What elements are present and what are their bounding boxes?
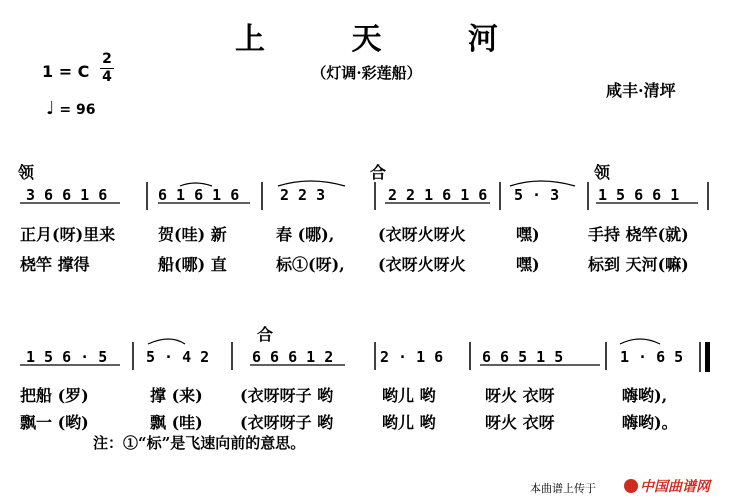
lyric-text: (衣呀火呀火 xyxy=(378,255,466,274)
measure-notes: 2 2 1 6 1 6 xyxy=(388,186,488,204)
lyric-text: 嗨哟), xyxy=(622,386,668,405)
lyric-text: 嘿) xyxy=(516,255,540,274)
measure-notes: 1 · 6 5 xyxy=(620,348,684,366)
chorus-mark: 合 xyxy=(257,325,274,344)
lyric-text: 手持 桡竿(就) xyxy=(588,225,689,244)
lyric-text: 船(哪) 直 xyxy=(158,255,227,274)
lyric-text: 哟儿 哟 xyxy=(382,413,436,432)
measure-notes: 2 2 3 xyxy=(280,186,326,204)
upload-notice: 本曲谱上传于 xyxy=(530,482,596,495)
lyric-text: (衣呀呀子 哟 xyxy=(240,413,334,432)
measure-notes: 3 6 6 1 6 xyxy=(26,186,108,204)
key-signature: 1 = C xyxy=(42,62,90,81)
site-logo[interactable] xyxy=(624,476,710,496)
genre-subtitle: （灯调·彩莲船） xyxy=(311,64,422,82)
lyric-text: 呀火 衣呀 xyxy=(485,386,555,405)
region-label: 咸丰·清坪 xyxy=(606,81,676,100)
measure-notes: 6 6 6 1 2 xyxy=(252,348,334,366)
lyric-text: 正月(呀)里来 xyxy=(20,225,116,244)
lyric-text: 标到 天河(嘛) xyxy=(588,255,689,274)
lead-mark: 领 xyxy=(594,163,611,182)
footnote: 注：①“标”是飞速向前的意思。 xyxy=(93,434,306,452)
time-sig-bottom: 4 xyxy=(102,69,112,85)
lyric-text: 嗨哟)。 xyxy=(622,413,678,432)
lyric-text: 飘一 (哟) xyxy=(20,413,89,432)
measure-notes: 1 5 6 6 1 xyxy=(598,186,680,204)
site-logo-text: 中国曲谱网 xyxy=(640,479,710,495)
measure-notes: 5 · 4 2 xyxy=(146,348,210,366)
lyric-text: 把船 (罗) xyxy=(20,386,89,405)
lyric-text: 桡竿 撑得 xyxy=(20,255,90,274)
measure-notes: 6 1 6 1 6 xyxy=(158,186,240,204)
lyric-text: 飘 (哇) xyxy=(150,413,203,432)
measure-notes: 6 6 5 1 5 xyxy=(482,348,564,366)
lyric-text: 撑 (来) xyxy=(150,386,203,405)
measure-notes: 5 · 3 xyxy=(514,186,560,204)
lyric-text: (衣呀呀子 哟 xyxy=(240,386,334,405)
lyric-text: (衣呀火呀火 xyxy=(378,225,466,244)
lyric-text: 嘿) xyxy=(516,225,540,244)
lyric-text: 标①(呀), xyxy=(276,255,345,274)
lyric-text: 春 (哪), xyxy=(276,225,335,244)
lyric-text: 哟儿 哟 xyxy=(382,386,436,405)
chorus-mark: 合 xyxy=(370,163,387,182)
lyric-text: 呀火 衣呀 xyxy=(485,413,555,432)
lead-mark: 领 xyxy=(18,163,35,182)
lyric-text: 贺(哇) 新 xyxy=(158,225,227,244)
page-title: 上 天 河 xyxy=(235,22,536,57)
tempo-value: = 96 xyxy=(59,102,96,118)
time-sig-top: 2 xyxy=(102,51,112,67)
globe-icon xyxy=(624,479,638,493)
measure-notes: 2 · 1 6 xyxy=(380,348,444,366)
measure-notes: 1 5 6 · 5 xyxy=(26,348,108,366)
quarter-note-icon: ♩ xyxy=(46,98,55,119)
